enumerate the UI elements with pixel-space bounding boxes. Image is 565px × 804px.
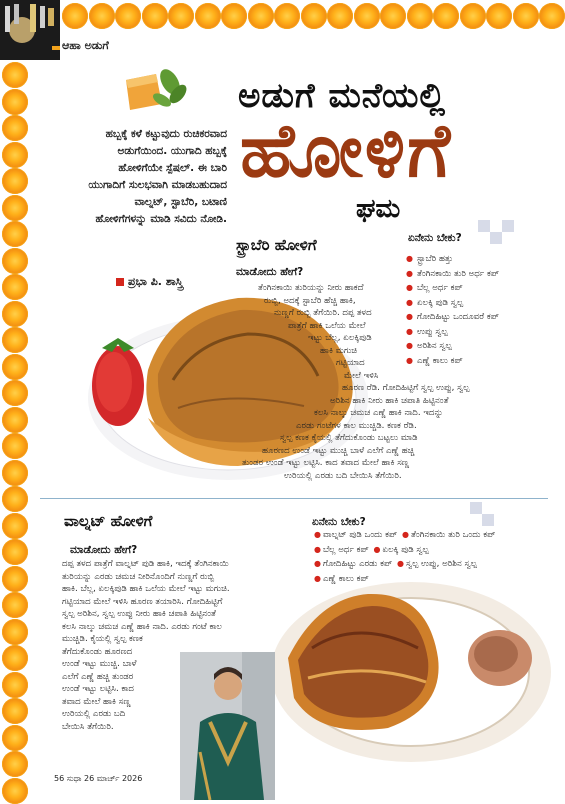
ingredient-item: ● ಗೋದಿಹಿಟ್ಟು ಒಂದೂವರೆ ಕಪ್ <box>406 310 556 325</box>
marigold-flower <box>2 566 28 592</box>
section-divider <box>40 498 548 499</box>
method-line: ಉಂಡೆ ಇಟ್ಟು ಮುಚ್ಚಿ. ಬಾಳೆ <box>62 659 137 669</box>
ingredient-item: ● ಏಲಕ್ಕಿ ಪುಡಿ ಸ್ವಲ್ಪ <box>406 296 556 311</box>
method-line: ಉಂಡೆ ಇಟ್ಟು ಲಟ್ಟಿಸಿ. ಕಾದ <box>62 684 134 694</box>
headline-main: ಹೋಳಿಗೆ <box>240 108 453 194</box>
method-line: ತೆಂಗಿನಕಾಯಿ ತುರಿಯನ್ನು ನೀರು ಹಾಕದೆ <box>258 283 364 293</box>
marigold-flower <box>2 195 28 221</box>
marigold-flower <box>354 3 380 29</box>
marigold-flower <box>2 539 28 565</box>
bullet-icon: ● <box>314 544 321 554</box>
marigold-flower <box>2 354 28 380</box>
ingredient-item: ● ಬೆಲ್ಲ ಅರ್ಧ ಕಪ್ <box>406 281 556 296</box>
recipe1-ingredients-title: ಏನೇನು ಬೇಕು? <box>408 232 462 244</box>
marigold-flower <box>89 3 115 29</box>
marigold-flower <box>2 168 28 194</box>
marigold-flower <box>195 3 221 29</box>
marigold-flower <box>486 3 512 29</box>
method-line: ರುಬ್ಬಿ, ಅದಕ್ಕೆ ಸ್ಟಾಬೆರಿ ಹೆಚ್ಚಿ ಹಾಕಿ, <box>264 295 356 306</box>
marigold-flower <box>142 3 168 29</box>
method-line: ಹೂರಣದ ಉಂಡೆ ಇಟ್ಟು ಮುಚ್ಚಿ ಬಾಳೆ ಎಲೆಗೆ ಎಣ್ಣೆ ಹಚ್ಚಿ <box>262 445 415 456</box>
byline-marker <box>116 278 124 286</box>
marigold-flower <box>2 274 28 300</box>
walnut-holige-photo <box>268 578 554 766</box>
marigold-flower <box>539 3 565 29</box>
marigold-flower <box>327 3 353 29</box>
marigold-flower <box>2 221 28 247</box>
ingredient-item: ತೆಂಗಿನಕಾಯಿ ತುರಿ ಒಂದು ಕಪ್ <box>411 530 496 540</box>
checker-decoration <box>490 232 502 244</box>
marigold-flower <box>460 3 486 29</box>
marigold-flower <box>168 3 194 29</box>
method-line: ಕಲಸಿ ನಾಲ್ಕು ಚಮಚ ಎಣ್ಣೆ ಹಾಕಿ ನಾದಿ. ಇದನ್ನು <box>314 408 444 418</box>
marigold-flower <box>433 3 459 29</box>
marigold-flower <box>2 248 28 274</box>
bullet-icon: ● <box>396 559 404 568</box>
marigold-flower <box>2 672 28 698</box>
method-line: ಕಲಸಿ ನಾಲ್ಕು ಚಮಚ ಎಣ್ಣೆ ಹಾಕಿ ನಾದಿ. ಎರಡು ಗಂಟೆ ಕಾಲ <box>62 621 222 632</box>
checker-decoration <box>482 514 494 526</box>
ingredient-row <box>312 557 552 572</box>
bullet-icon: ● <box>402 530 410 539</box>
marigold-flower <box>380 3 406 29</box>
ingredient-item: ● ಅರಿಶಿನ ಸ್ವಲ್ಪ <box>406 339 556 354</box>
marigold-flower <box>2 380 28 406</box>
method-line: ತವಾದ ಮೇಲೆ ಹಾಕಿ ಸಣ್ಣ <box>62 696 131 707</box>
author-photo <box>180 652 275 800</box>
method-line: ಸ್ವಲ್ಪ ಅರಿಶಿನ, ಸ್ವಲ್ಪ ಉಪ್ಪು ನೀರು ಹಾಕಿ ಚಪಾತಿ ಹಿಟ್ಟಿನಂತೆ <box>62 609 216 619</box>
method-line: ಹೂರಣ ರೆಡಿ. ಗೋದಿಹಿಟ್ಟಿಗೆ ಸ್ವಲ್ಪ ಉಪ್ಪು, ಸ್ವಲ್ಪ <box>342 383 470 393</box>
marigold-flower <box>2 142 28 168</box>
marigold-flower <box>2 327 28 353</box>
ingredient-item: ಬೆಲ್ಲ ಅರ್ಧ ಕಪ್ <box>322 544 372 555</box>
method-line: ಉರಿಯಲ್ಲಿ ಎರಡು ಬದಿ <box>62 709 126 719</box>
method-line: ಎರಡು ಗಂಟೆಗಳ ಕಾಲ ಮುಚ್ಚಿಡಿ. ಕಣಕ ರೆಡಿ. <box>296 420 417 431</box>
marigold-flower <box>2 433 28 459</box>
marigold-flower <box>2 751 28 777</box>
section-tag-bar <box>52 46 60 50</box>
method-line: ಇಟ್ಟು ಬೆಲ್ಲ, ಏಲಕ್ಕಿಪುಡಿ <box>308 333 372 343</box>
ingredient-item: ಎಣ್ಣೆ ಕಾಲು ಕಪ್ <box>322 573 369 584</box>
marigold-flower <box>513 3 539 29</box>
ingredient-item: ಗೋದಿಹಿಟ್ಟು ಎರಡು ಕಪ್ <box>322 559 395 569</box>
marigold-flower <box>407 3 433 29</box>
method-line: ಅರಿಶಿನ ಹಾಕಿ ನೀರು ಹಾಕಿ ಚಪಾತಿ ಹಿಟ್ಟಿನಂತೆ <box>330 395 449 406</box>
method-line: ಎಲೆಗೆ ಎಣ್ಣೆ ಹಚ್ಚಿ ತುಂಡರ <box>62 671 134 682</box>
method-line: ಮುಚ್ಚಿಡಿ. ಕೈಯಲ್ಲಿ ಸ್ವಲ್ಪ ಕಣಕ <box>62 634 143 644</box>
ingredient-item: ● ತೆಂಗಿನಕಾಯಿ ತುರಿ ಅರ್ಧ ಕಪ್ <box>406 267 556 282</box>
recipe2-method-title: ಮಾಡೋದು ಹೇಗೆ? <box>70 544 138 556</box>
bullet-icon: ● <box>373 544 381 554</box>
marigold-flower <box>2 592 28 618</box>
marigold-flower <box>248 3 274 29</box>
marigold-flower <box>2 301 28 327</box>
marigold-flower <box>115 3 141 29</box>
method-line: ದಪ್ಪ ತಳದ ಪಾತ್ರೆಗೆ ವಾಲ್ನಟ್ ಪುಡಿ ಹಾಕಿ, ಇದಕ್ಕೆ ತೆಂಗಿನಕಾಯಿ <box>62 559 229 569</box>
method-line: ತುರಿಯನ್ನು ಎರಡು ಚಮಚ ನೀರಿನೊಂದಿಗೆ ನುಣ್ಣಗೆ ರುಬ್ಬಿ <box>62 571 215 582</box>
marigold-flower <box>2 725 28 751</box>
method-line: ಹಾಕಿ. ಬೆಲ್ಲ, ಏಲಕ್ಕಿಪುಡಿ ಹಾಕಿ ಒಲೆಯ ಮೇಲೆ ಇಟ್ಟು ಮಗುಚಿ. <box>62 584 230 594</box>
utensils-icon <box>0 0 60 60</box>
marigold-flower <box>2 89 28 115</box>
bullet-icon: ● <box>314 530 321 539</box>
ingredient-item: ಏಲಕ್ಕಿ ಪುಡಿ ಸ್ವಲ್ಪ <box>382 544 429 555</box>
ingredient-item: ವಾಲ್ನಟ್ ಪುಡಿ ಒಂದು ಕಪ್ <box>322 530 401 540</box>
author-byline: ಪ್ರಭಾ ಪಿ. ಶಾಸ್ತ್ರಿ <box>128 275 183 288</box>
method-line: ಪಾತ್ರೆಗೆ ಹಾಕಿ ಒಲೆಯ ಮೇಲೆ <box>288 320 366 331</box>
method-line: ಮೇಲೆ ಇಳಿಸಿ <box>344 370 379 381</box>
marigold-flower <box>2 486 28 512</box>
marigold-flower <box>62 3 88 29</box>
marigold-flower <box>2 513 28 539</box>
bullet-icon: ● <box>314 559 321 568</box>
marigold-flower <box>2 115 28 141</box>
marigold-flower <box>2 698 28 724</box>
marigold-flower <box>2 619 28 645</box>
ingredient-item: ● ಎಣ್ಣೆ ಕಾಲು ಕಪ್ <box>406 354 556 369</box>
ingredient-item: ಸ್ವಲ್ಪ ಉಪ್ಪು, ಅರಿಶಿನ ಸ್ವಲ್ಪ <box>405 559 477 569</box>
recipe2-title: ವಾಲ್ನಟ್ ಹೋಳಿಗೆ <box>64 512 153 530</box>
recipe1-title: ಸ್ಟ್ರಾಬೆರಿ ಹೋಳಿಗೆ <box>236 236 317 254</box>
magazine-logo <box>0 0 60 60</box>
method-line: ತೆಗೆದುಕೊಂಡು ಹೂರಣದ <box>62 646 133 657</box>
checker-decoration <box>478 220 490 232</box>
page-footer: 56 ಸುಧಾ 26 ಮಾರ್ಚ್ 2026 <box>54 774 143 783</box>
method-line: ಉರಿಯಲ್ಲಿ ಎರಡು ಬದಿ ಬೇಯಿಸಿ ತೆಗೆಯಿರಿ. <box>284 470 402 481</box>
marigold-flower <box>274 3 300 29</box>
bullet-icon: ● <box>314 573 321 583</box>
ingredient-item: ● ಸ್ಟ್ರಾಬೆರಿ ಹತ್ತು <box>406 252 556 267</box>
marigold-flower <box>2 407 28 433</box>
marigold-flower <box>221 3 247 29</box>
method-line: ಸ್ವಲ್ಪ ಕಣಕ ಕೈಯಲ್ಲಿ ತೆಗೆದುಕೊಂಡು ಬಟ್ಟಲು ಮಾಡಿ <box>280 433 418 443</box>
marigold-flower <box>2 62 28 88</box>
headline-line-3: ಘಮ <box>356 194 401 224</box>
recipe1-method-title: ಮಾಡೋದು ಹೇಗೆ? <box>236 266 304 278</box>
marigold-flower <box>301 3 327 29</box>
section-tag: ಆಹಾ ಅಡುಗೆ <box>62 39 109 52</box>
checker-decoration <box>470 502 482 514</box>
method-line: ಬೇಯಿಸಿ ತೆಗೆಯಿರಿ. <box>62 721 114 732</box>
marigold-flower <box>2 645 28 671</box>
ingredient-item: ● ಉಪ್ಪು ಸ್ವಲ್ಪ <box>406 325 556 340</box>
ingredient-row <box>312 528 552 543</box>
method-line: ನುಣ್ಣಗೆ ರುಬ್ಬಿ ತೆಗೆಯಿರಿ. ದಪ್ಪ ತಳದ <box>274 308 372 318</box>
garnish-image <box>118 60 188 120</box>
checker-decoration <box>502 220 514 232</box>
intro-text: ಹಬ್ಬಕ್ಕೆ ಕಳೆ ಕಟ್ಟುವುದು ರುಚಿಕರವಾದ ಅಡುಗೆಯಿಂದ. ಯುಗಾದಿ ಹಬ್ಬಕ್ಕೆ ಹೋಳಿಗೆಯೇ ಸ್ಪೆಷಲ್. ಈ ಬಾರಿ ಯುಗಾದಿಗೆ ಸುಲಭವಾಗಿ ಮಾಡಬಹುದಾದ ವಾಲ್ನಟ್, ಸ್ಟಾಬೆರಿ, ಬಟಾಣಿ ಹೋಳಿಗೆಗಳನ್ನು ಮಾಡಿ ಸವಿದು ನೋಡಿ. <box>88 128 227 225</box>
method-line: ಹಾಕಿ ಮಗುಚಿ <box>320 345 358 356</box>
headline-line-1: ಅಡುಗೆ ಮನೆಯಲ್ಲಿ <box>238 76 447 116</box>
ingredient-row <box>312 543 552 558</box>
method-line: ಗಟ್ಟಿಯಾದ <box>336 358 365 368</box>
marigold-flower <box>2 460 28 486</box>
recipe1-method-text <box>222 282 540 482</box>
method-line: ಗಟ್ಟಿಯಾದ ಮೇಲೆ ಇಳಿಸಿ ಹೂರಣ ತಯಾರಿಸಿ. ಗೋದಿಹಿಟ್ಟಿಗೆ <box>62 596 223 607</box>
recipe2-ingredients-title: ಏನೇನು ಬೇಕು? <box>312 516 366 528</box>
method-line: ತುಂಡರ ಉಂಡೆ ಇಟ್ಟು ಲಟ್ಟಿಸಿ. ಕಾದ ತವಾದ ಮೇಲೆ ಹಾಕಿ ಸಣ್ಣ <box>242 458 410 468</box>
